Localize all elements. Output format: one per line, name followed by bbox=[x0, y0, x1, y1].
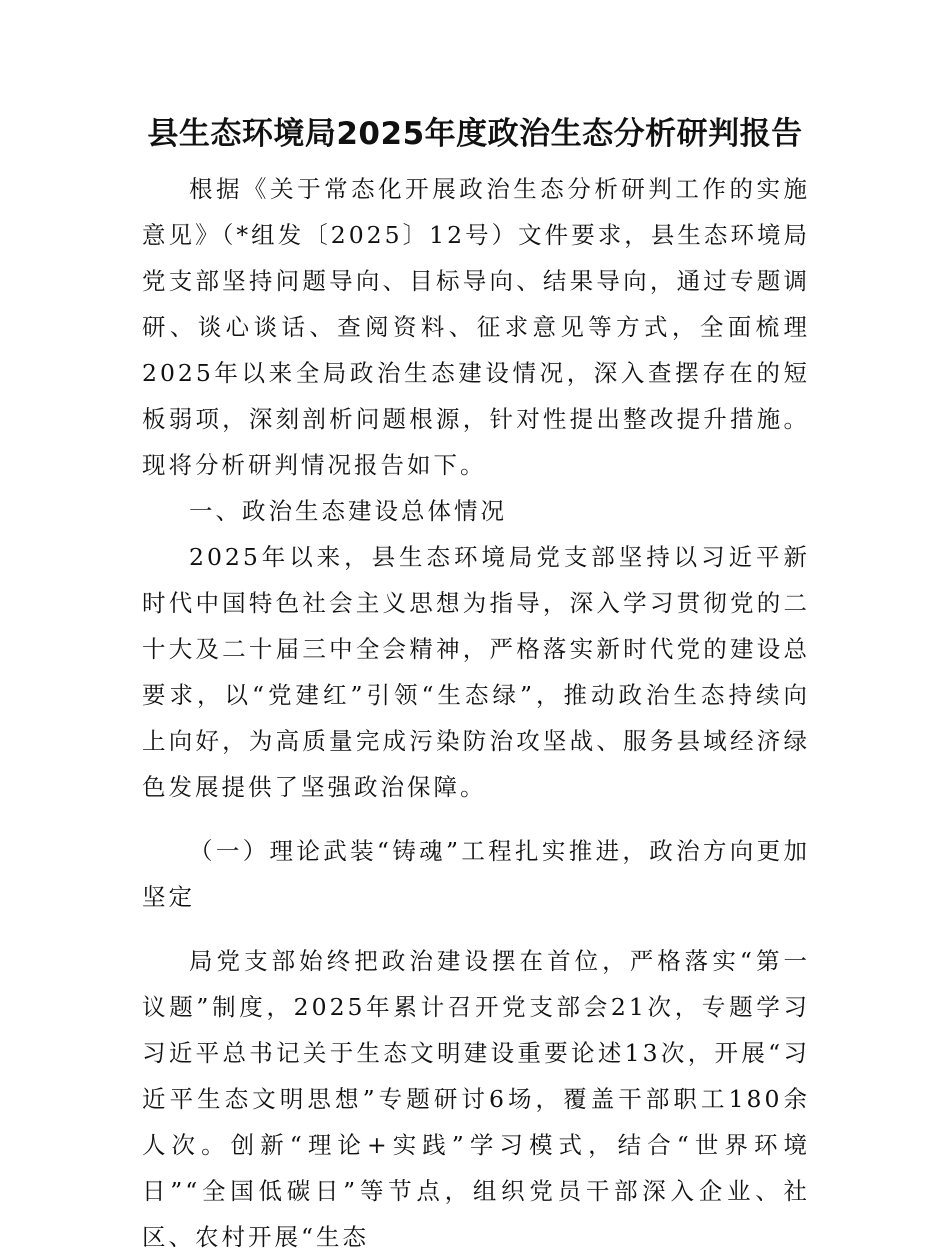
document-body bbox=[142, 166, 810, 1260]
theory-paragraph: 局党支部始终把政治建设摆在首位，严格落实“第一议题”制度，2025年累计召开党支部会21次，专题学习习近平总书记关于生态文明建设重要论述13次，开展“习近平生态文明思想”专题研讨6场，覆盖干部职工180余人次。创新“理论+实践”学习模式，结合“世界环境日”“全国低碳日”等节点，组织党员干部深入企业、社区、农村开展“生态 bbox=[142, 947, 810, 1251]
intro-paragraph: 根据《关于常态化开展政治生态分析研判工作的实施意见》（*组发〔2025〕12号）文件要求，县生态环境局党支部坚持问题导向、目标导向、结果导向，通过专题调研、谈心谈话、查阅资料、征求意见等方式，全面梳理2025年以来全局政治生态建设情况，深入查摆存在的短板弱项，深刻剖析问题根源，针对性提出整改提升措施。现将分析研判情况报告如下。 bbox=[142, 175, 810, 479]
overview-paragraph: 2025年以来，县生态环境局党支部坚持以习近平新时代中国特色社会主义思想为指导，深入学习贯彻党的二十大及二十届三中全会精神，严格落实新时代党的建设总要求，以“党建红”引领“生态绿”，推动政治生态持续向上向好，为高质量完成污染防治攻坚战、服务县域经济绿色发展提供了坚强政治保障。 bbox=[142, 543, 810, 801]
subsection-heading-1: （一）理论武装“铸魂”工程扎实推进，政治方向更加坚定 bbox=[142, 837, 810, 911]
document-title: 县生态环境局2025年度政治生态分析研判报告 bbox=[147, 116, 803, 152]
section-heading-1: 一、政治生态建设总体情况 bbox=[189, 497, 507, 525]
